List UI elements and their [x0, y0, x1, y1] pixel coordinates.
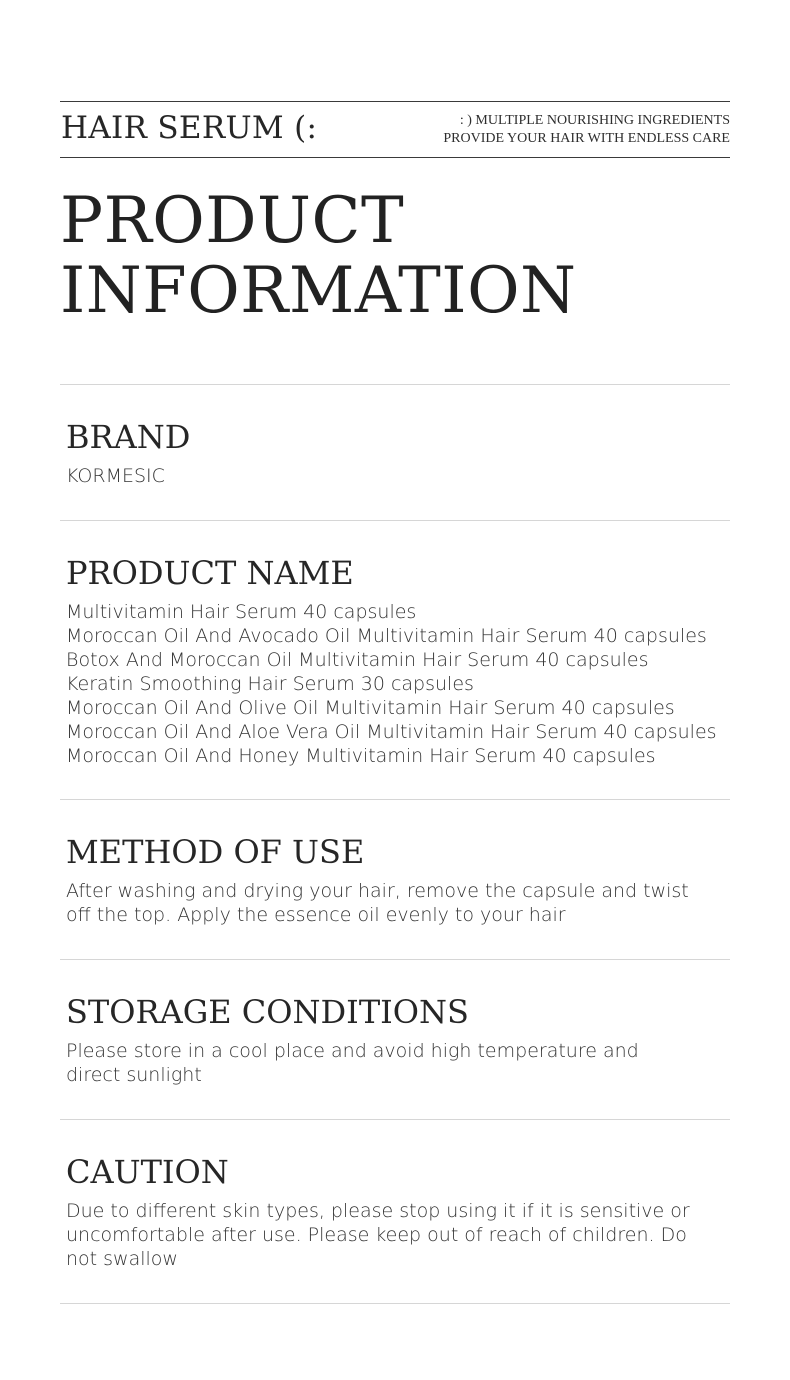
page-title-line-1: PRODUCT: [60, 184, 405, 258]
storage-conditions-line: direct sunlight: [66, 1064, 202, 1086]
storage-conditions-heading: STORAGE CONDITIONS: [66, 993, 469, 1031]
caution-line: uncomfortable after use. Please keep out of reach of children. Do: [66, 1224, 687, 1246]
tagline-line-1: : ) MULTIPLE NOURISHING INGREDIENTS: [459, 113, 730, 128]
storage-conditions-section: [66, 993, 730, 1087]
divider: [60, 520, 730, 521]
divider: [60, 1303, 730, 1304]
method-of-use-text: [66, 879, 730, 927]
product-name-item: Keratin Smoothing Hair Serum 30 capsules: [66, 673, 474, 695]
product-name-item: Moroccan Oil And Avocado Oil Multivitamin Hair Serum 40 capsules: [66, 625, 707, 647]
method-of-use-line: off the top. Apply the essence oil evenly to your hair: [66, 904, 566, 926]
product-name-item: Botox And Moroccan Oil Multivitamin Hair Serum 40 capsules: [66, 649, 649, 671]
caution-line: Due to different skin types, please stop using it if it is sensitive or: [66, 1200, 690, 1222]
product-name-heading: PRODUCT NAME: [66, 554, 354, 592]
page-title-line-2: INFORMATION: [60, 254, 577, 328]
header-band: [60, 101, 730, 158]
divider: [60, 959, 730, 960]
divider: [60, 799, 730, 800]
method-of-use-heading: METHOD OF USE: [66, 833, 365, 871]
tagline-line-2: PROVIDE YOUR HAIR WITH ENDLESS CARE: [443, 131, 730, 146]
method-of-use-section: [66, 833, 730, 927]
product-name-list: [66, 600, 730, 768]
page-title: [60, 186, 577, 326]
divider: [60, 384, 730, 385]
brand-text-block: [66, 464, 730, 488]
product-name-item: Moroccan Oil And Aloe Vera Oil Multivitamin Hair Serum 40 capsules: [66, 721, 717, 743]
brand-heading: BRAND: [66, 418, 191, 456]
product-name-section: [66, 554, 730, 768]
storage-conditions-text: [66, 1039, 730, 1087]
product-name-item: Moroccan Oil And Honey Multivitamin Hair Serum 40 capsules: [66, 745, 656, 767]
header-tagline: [443, 112, 730, 148]
header-title: HAIR SERUM (:: [61, 110, 318, 146]
caution-heading: CAUTION: [66, 1153, 229, 1191]
storage-conditions-line: Please store in a cool place and avoid high temperature and: [66, 1040, 639, 1062]
brand-value: KORMESIC: [66, 465, 165, 487]
caution-section: [66, 1153, 730, 1271]
method-of-use-line: After washing and drying your hair, remove the capsule and twist: [66, 880, 689, 902]
product-name-item: Moroccan Oil And Olive Oil Multivitamin Hair Serum 40 capsules: [66, 697, 675, 719]
caution-line: not swallow: [66, 1248, 178, 1270]
caution-text: [66, 1199, 730, 1271]
product-name-item: Multivitamin Hair Serum 40 capsules: [66, 601, 417, 623]
brand-section: [66, 418, 730, 488]
divider: [60, 1119, 730, 1120]
